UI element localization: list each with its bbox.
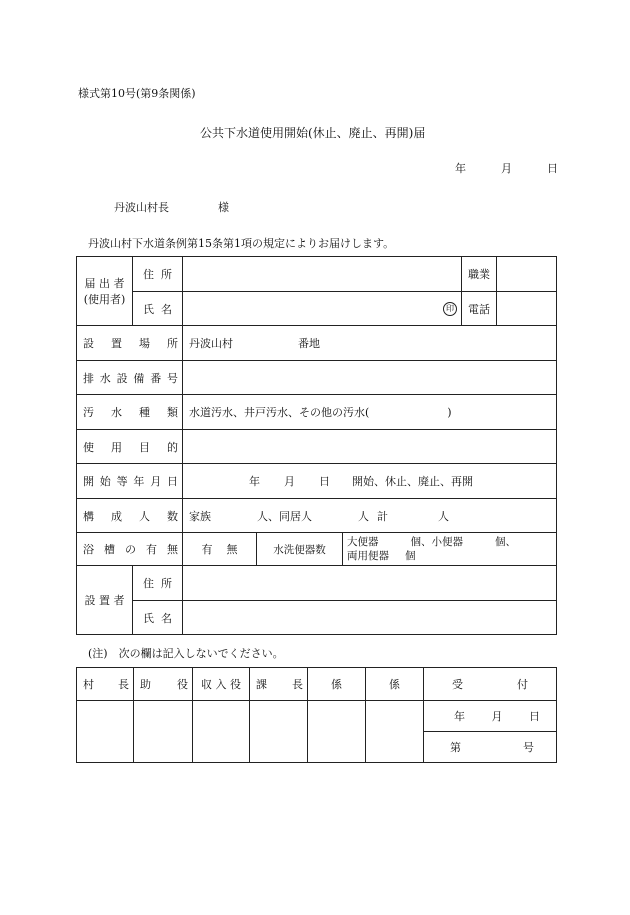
sewage-type-label: 汚 水 種 類 [77, 395, 183, 430]
occupation-field[interactable] [497, 257, 557, 292]
applicant-label: 届 出 者 [84, 277, 125, 290]
applicant-address-field[interactable] [183, 257, 462, 292]
applicant-name-label: 氏 名 [133, 292, 183, 326]
drainage-number-row [77, 361, 557, 395]
phone-label: 電話 [462, 292, 497, 326]
applicant-group-label [77, 257, 133, 326]
stamp-cell-staff-1[interactable] [308, 701, 366, 763]
installer-address-row [77, 566, 557, 601]
drainage-number-field[interactable] [183, 361, 557, 395]
purpose-label: 使 用 目 的 [77, 430, 183, 464]
applicant-sublabel: (使用者) [83, 293, 126, 306]
office-header-row [77, 668, 557, 701]
location-field[interactable] [183, 326, 557, 361]
sewage-type-field[interactable] [183, 395, 557, 430]
application-table [76, 256, 557, 635]
members-field[interactable]: 家族 人、同居人 人 計 人 [183, 499, 557, 533]
sewage-type-row [77, 395, 557, 430]
applicant-address-label: 住 所 [133, 257, 183, 292]
addressee-honorific: 様 [218, 201, 229, 214]
occupation-label: 職業 [462, 257, 497, 292]
applicant-name-field[interactable] [183, 292, 462, 326]
banchi-label: 番地 [298, 337, 320, 350]
start-date-row [77, 464, 557, 499]
year-label: 年 [455, 162, 466, 175]
drainage-number-label: 排 水 設 備 番 号 [77, 361, 183, 395]
header-deputy: 助 役 [134, 668, 193, 701]
applicant-address-row [77, 257, 557, 292]
header-staff-2: 係 [366, 668, 424, 701]
stamp-cell-section-chief[interactable] [250, 701, 308, 763]
header-section-chief: 課 長 [250, 668, 308, 701]
stamp-cell-deputy[interactable] [134, 701, 193, 763]
date-line [455, 160, 558, 176]
bath-label: 浴 槽 の 有 無 [77, 533, 183, 566]
start-date-options: 開始、休止、廃止、再開 [352, 475, 473, 488]
installer-name-row [77, 601, 557, 635]
members-row [77, 499, 557, 533]
header-treasurer: 収 入 役 [193, 668, 250, 701]
bath-no: 無 [226, 543, 238, 556]
bath-yes: 有 [201, 543, 213, 556]
installer-address-field[interactable] [183, 566, 557, 601]
installer-label: 設 置 者 [77, 566, 133, 635]
addressee-name: 丹波山村長 [114, 201, 169, 214]
form-number: 様式第10号(第9条関係) [78, 87, 196, 100]
sewage-type-close: ) [447, 406, 452, 419]
applicant-name-row [77, 292, 557, 326]
installer-name-field[interactable] [183, 601, 557, 635]
header-village-head: 村 長 [77, 668, 134, 701]
stamp-cell-staff-2[interactable] [366, 701, 424, 763]
start-date-label: 開 始 等 年 月 日 [77, 464, 183, 499]
sewage-type-text: 水道汚水、井戸汚水、その他の汚水( [189, 406, 370, 419]
stamp-cell-village-head[interactable] [77, 701, 134, 763]
month-label: 月 [501, 162, 512, 175]
header-reception: 受 付 [424, 668, 557, 701]
installer-address-label: 住 所 [133, 566, 183, 601]
toilet-count-label: 水洗便器数 [257, 533, 343, 566]
start-date-field[interactable]: 年 月 日 開始、休止、廃止、再開 [183, 464, 557, 499]
office-use-table [76, 667, 557, 763]
day-label: 日 [547, 162, 558, 175]
bath-row [77, 533, 557, 566]
reception-date[interactable]: 年 月 日 [424, 701, 557, 732]
statement: 丹波山村下水道条例第15条第1項の規定によりお届けします。 [88, 237, 395, 250]
office-stamp-row [77, 701, 557, 732]
stamp-cell-treasurer[interactable] [193, 701, 250, 763]
form-title: 公共下水道使用開始(休止、廃止、再開)届 [200, 126, 426, 140]
header-staff-1: 係 [308, 668, 366, 701]
purpose-row [77, 430, 557, 464]
office-use-note: (注) 次の欄は記入しないでください。 [88, 647, 284, 660]
seal-mark: 印 [443, 302, 457, 316]
bath-yes-no[interactable] [183, 533, 257, 566]
village-name: 丹波山村 [189, 337, 233, 350]
toilet-count-field[interactable]: 大便器 個、小便器 個、 両用便器 個 [343, 533, 557, 566]
location-row [77, 326, 557, 361]
installer-name-label: 氏 名 [133, 601, 183, 635]
location-label: 設 置 場 所 [77, 326, 183, 361]
members-label: 構 成 人 数 [77, 499, 183, 533]
phone-field[interactable] [497, 292, 557, 326]
reception-number[interactable]: 第 号 [424, 732, 557, 763]
purpose-field[interactable] [183, 430, 557, 464]
